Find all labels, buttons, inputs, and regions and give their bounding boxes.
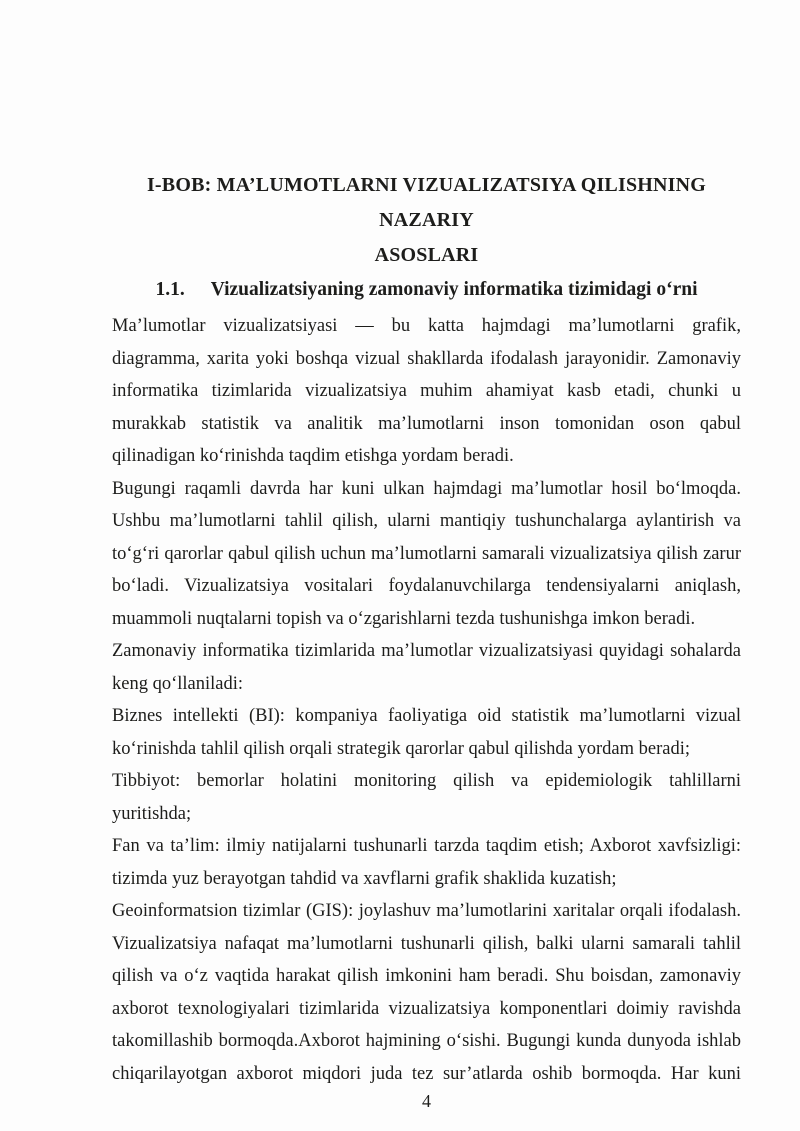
text-line: Vizualizatsiya nafaqat ma’lumotlarni tushunarli qilish, balki ularni samarali tahlil [112,933,741,954]
text-line: qilish va o‘z vaqtida harakat qilish imkonini ham beradi. Shu boisdan, zamonaviy [112,966,741,986]
text-line: bo‘ladi. Vizualizatsiya vositalari foydalanuvchilarga tendensiyalarni aniqlash, [112,576,741,596]
text-line: Fan va ta’lim: ilmiy natijalarni tushunarli tarzda taqdim etish; Axborot xavfsizligi: [112,836,741,856]
text-line: Tibbiyot: bemorlar holatini monitoring qilish va epidemiologik tahlillarni [112,771,741,791]
section-heading [112,273,741,307]
text-line: Biznes intellekti (BI): kompaniya faoliyatiga oid statistik ma’lumotlarni vizual [112,706,741,726]
chapter-title [112,168,741,273]
text-line: to‘g‘ri qarorlar qabul qilish uchun ma’lumotlarni samarali vizualizatsiya qilish zarur [112,543,741,564]
text-line: axborot texnologiyalari tizimlarida vizualizatsiya komponentlari doimiy ravishda [112,998,741,1019]
page-number: 4 [422,1091,431,1111]
body-text [112,310,741,1090]
section-number: 1.1. [155,279,185,300]
text-line: Geoinformatsion tizimlar (GIS): joylashuv ma’lumotlarini xaritalar orqali ifodalash. [112,901,741,921]
chapter-title-line1: I-BOB: MA’LUMOTLARNI VIZUALIZATSIYA QILISHNING NAZARIY [146,174,707,231]
text-line: murakkab statistik va analitik ma’lumotlarni inson tomonidan oson qabul [112,413,741,434]
text-line: qilinadigan ko‘rinishda taqdim etishga yordam beradi. [112,446,514,466]
text-line: Bugungi raqamli davrda har kuni ulkan hajmdagi ma’lumotlar hosil bo‘lmoqda. [112,478,741,499]
text-line: Ushbu ma’lumotlarni tahlil qilish, ularni mantiqiy tushunchalarga aylantirish va [112,511,741,531]
text-line: diagramma, xarita yoki boshqa vizual shakllarda ifodalash jarayonidir. Zamonaviy [112,348,741,369]
text-line: Ma’lumotlar vizualizatsiyasi — bu katta hajmdagi ma’lumotlarni grafik, [112,316,741,336]
text-line: informatika tizimlarida vizualizatsiya muhim ahamiyat kasb etadi, chunki u [112,381,741,401]
text-line: keng qo‘llaniladi: [112,673,244,694]
text-line: chiqarilayotgan axborot miqdori juda tez sur’atlarda oshib bormoqda. Har kuni [112,1063,741,1084]
section-title: Vizualizatsiyaning zamonaviy informatika tizimidagi o‘rni [210,279,698,300]
page-footer [112,1091,741,1111]
text-line: muammoli nuqtalarni topish va o‘zgarishlarni tezda tushunishga imkon beradi. [112,608,696,629]
text-line: ko‘rinishda tahlil qilish orqali strategik qarorlar qabul qilishda yordam beradi; [112,738,690,759]
text-line: tizimda yuz berayotgan tahdid va xavflarni grafik shaklida kuzatish; [112,868,617,889]
text-line: takomillashib bormoqda.Axborot hajmining o‘sishi. Bugungi kunda dunyoda ishlab [112,1031,741,1051]
chapter-title-line2: ASOSLARI [374,244,479,266]
text-line: yuritishda; [112,803,192,824]
text-line: Zamonaviy informatika tizimlarida ma’lumotlar vizualizatsiyasi quyidagi sohalarda [112,641,741,661]
